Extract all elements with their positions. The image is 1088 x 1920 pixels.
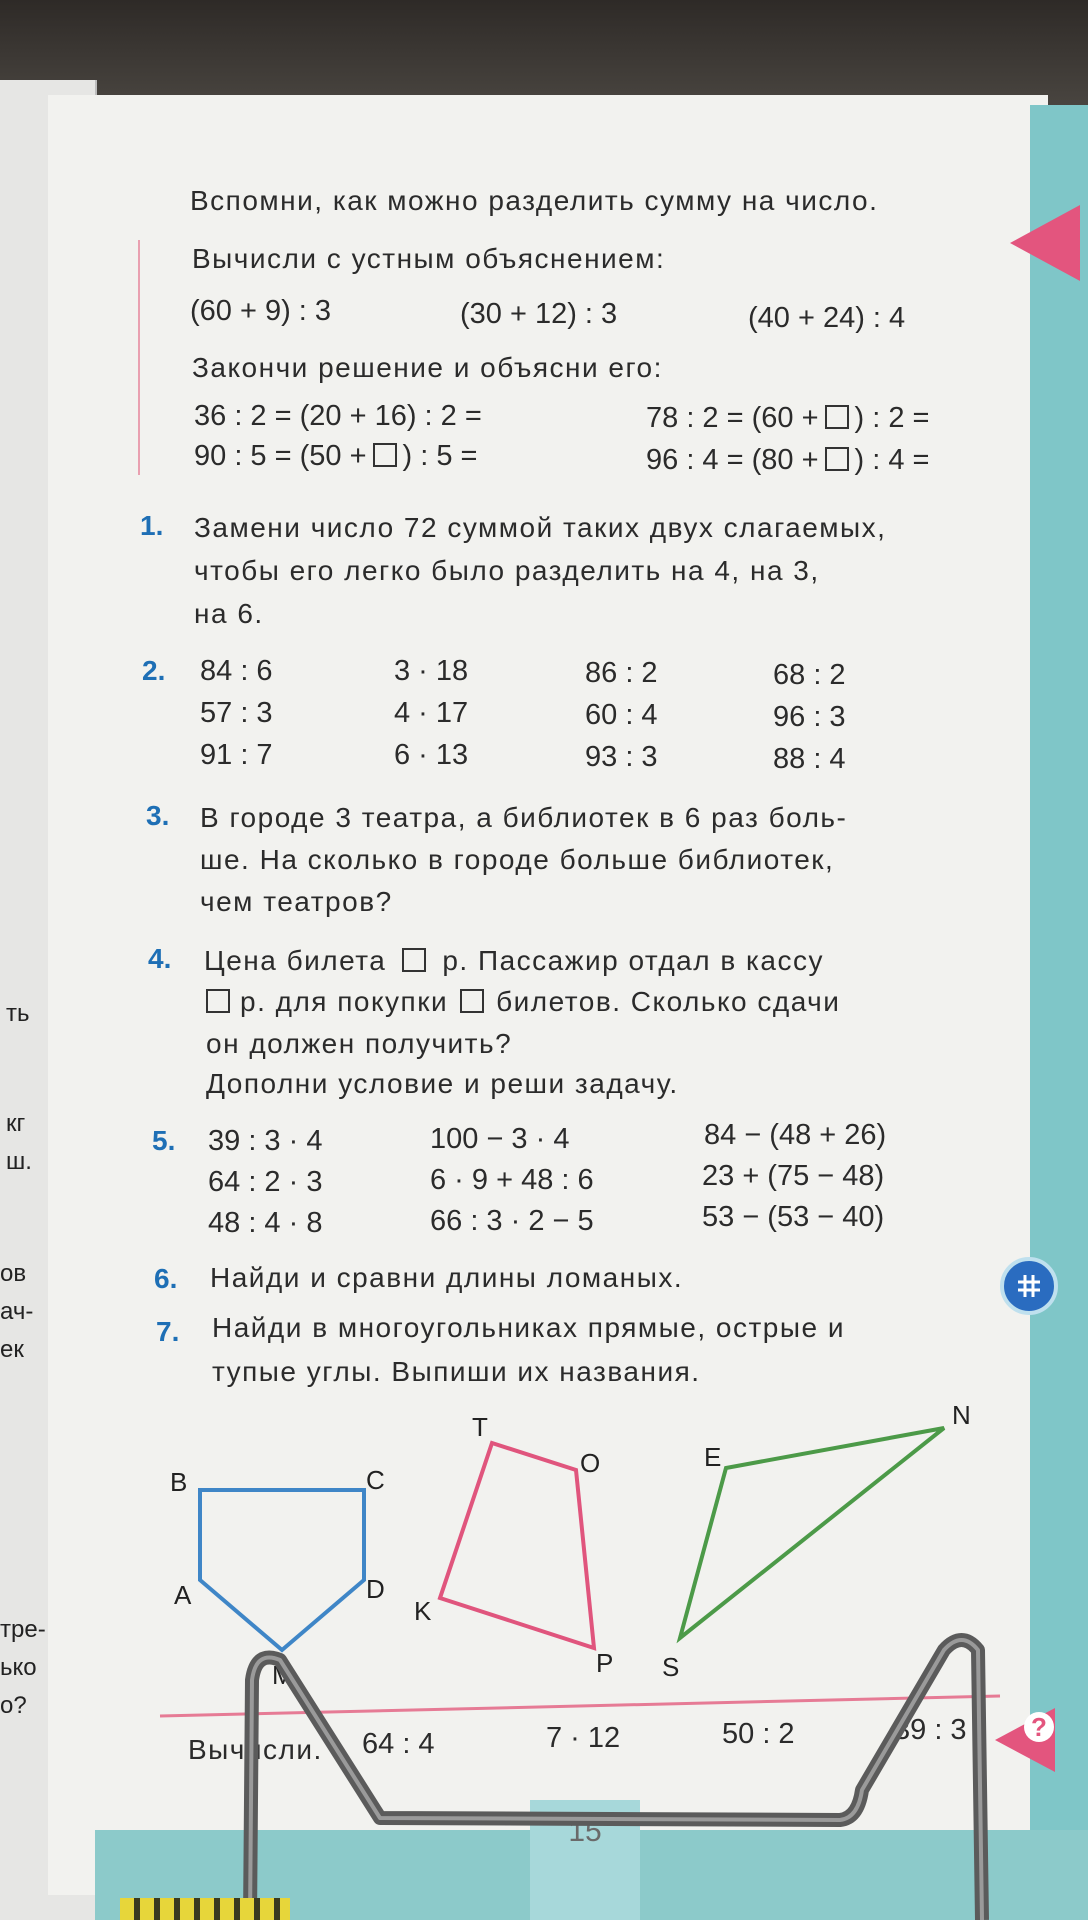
task2-expr: 96 : 3 [773, 701, 846, 733]
task5-expr: 39 : 3 · 4 [208, 1125, 323, 1157]
expr-part: 96 : 4 = (80 + [646, 444, 819, 476]
task-number: 6. [154, 1263, 178, 1294]
task-number: 4. [148, 943, 172, 974]
task1-line: Замени число 72 суммой таких двух слагаемых, [194, 512, 887, 543]
task2-expr: 86 : 2 [585, 657, 658, 689]
left-fragment: тре- [0, 1616, 46, 1643]
question-icon[interactable]: ? [1024, 1712, 1054, 1742]
task4-text: р. Пассажир отдал в кассу [442, 945, 824, 976]
task-number: 1. [140, 510, 164, 541]
left-fragment: о? [0, 1692, 27, 1719]
vertex-label: T [472, 1412, 488, 1442]
task-number: 7. [156, 1316, 180, 1347]
task3-line: В городе 3 театра, а библиотек в 6 раз боль- [200, 802, 848, 833]
left-fragment: ек [0, 1336, 24, 1363]
task5-expr: 23 + (75 − 48) [702, 1160, 885, 1192]
bottom-expr: 50 : 2 [722, 1718, 795, 1750]
left-fragment: ов [0, 1260, 27, 1287]
oral-expr: (40 + 24) : 4 [748, 302, 906, 334]
vertex-label: E [704, 1442, 722, 1472]
task3-line: чем театров? [200, 886, 393, 917]
oral-expr: (60 + 9) : 3 [190, 295, 332, 327]
expr-part: ) : 5 = [402, 440, 478, 472]
task5-expr: 53 − (53 − 40) [702, 1201, 885, 1233]
expr-part: ) : 4 = [854, 444, 930, 476]
task4-line4: Дополни условие и реши задачу. [206, 1068, 679, 1099]
bottom-expr: 64 : 4 [362, 1728, 435, 1760]
task5-expr: 100 − 3 · 4 [430, 1123, 570, 1155]
task2-expr: 84 : 6 [200, 655, 273, 687]
vertex-label: P [596, 1648, 614, 1678]
task1-line: на 6. [194, 598, 264, 629]
task5-expr: 64 : 2 · 3 [208, 1166, 323, 1198]
task2-expr: 91 : 7 [200, 739, 273, 771]
task4-text: билетов. Сколько сдачи [496, 986, 841, 1017]
intro-recall: Вспомни, как можно разделить сумму на число. [190, 185, 879, 216]
task2-expr: 57 : 3 [200, 697, 273, 729]
oral-expr: (30 + 12) : 3 [460, 298, 618, 330]
task-number: 5. [152, 1125, 176, 1156]
task7-line: Найди в многоугольниках прямые, острые и [212, 1312, 845, 1343]
left-fragment: ько [0, 1654, 37, 1681]
intro-finish: Закончи решение и объясни его: [192, 352, 663, 383]
left-fragment: кг [6, 1110, 26, 1137]
task2-expr: 4 · 17 [394, 697, 469, 729]
finish-expr-a: 36 : 2 = (20 + 16) : 2 = [194, 400, 482, 432]
task5-expr: 6 · 9 + 48 : 6 [430, 1164, 594, 1196]
vertex-label: C [366, 1465, 385, 1495]
vertex-label: O [580, 1448, 601, 1478]
left-fragment: ач- [0, 1298, 34, 1325]
vertex-label: B [170, 1467, 188, 1497]
task4-text: р. для покупки [240, 986, 449, 1017]
vertex-label: S [662, 1652, 680, 1682]
task2-expr: 93 : 3 [585, 741, 658, 773]
task3-line: ше. На сколько в городе больше библиотек, [200, 844, 835, 875]
task-number: 2. [142, 655, 166, 686]
task1-line: чтобы его легко было разделить на 4, на 3, [194, 555, 820, 586]
task2-expr: 88 : 4 [773, 743, 846, 775]
task5-expr: 66 : 3 · 2 − 5 [430, 1205, 594, 1237]
task5-expr: 84 − (48 + 26) [704, 1119, 887, 1151]
task4-text: Цена билета [204, 945, 387, 976]
vertex-label: M [272, 1660, 294, 1690]
page-number: 15 [568, 1815, 602, 1848]
task2-expr: 60 : 4 [585, 699, 658, 731]
task4-line3: он должен получить? [206, 1028, 513, 1059]
fabric-edge [120, 1898, 290, 1920]
task2-expr: 6 · 13 [394, 739, 469, 771]
left-fragment: ть [6, 1000, 30, 1027]
expr-part: 78 : 2 = (60 + [646, 402, 819, 434]
task6-text: Найди и сравни длины ломаных. [210, 1262, 684, 1293]
vertex-label: K [414, 1596, 432, 1626]
task2-expr: 68 : 2 [773, 659, 846, 691]
task-number: 3. [146, 800, 170, 831]
intro-compute-oral: Вычисли с устным объяснением: [192, 243, 666, 274]
bottom-expr: 39 : 3 [894, 1714, 967, 1746]
expr-part: 90 : 5 = (50 + [194, 440, 367, 472]
task2-expr: 3 · 18 [394, 655, 469, 687]
expr-part: ) : 2 = [854, 402, 930, 434]
stand-wire [250, 1640, 982, 1920]
vertex-label: A [174, 1580, 192, 1610]
left-fragment: ш. [6, 1148, 32, 1175]
bottom-expr: 7 · 12 [546, 1722, 621, 1754]
task7-line: тупые углы. Выпиши их названия. [212, 1356, 701, 1387]
bottom-compute-label: Вычисли. [188, 1734, 323, 1765]
vertex-label: D [366, 1574, 385, 1604]
task5-expr: 48 : 4 · 8 [208, 1207, 323, 1239]
vertex-label: N [952, 1400, 971, 1430]
